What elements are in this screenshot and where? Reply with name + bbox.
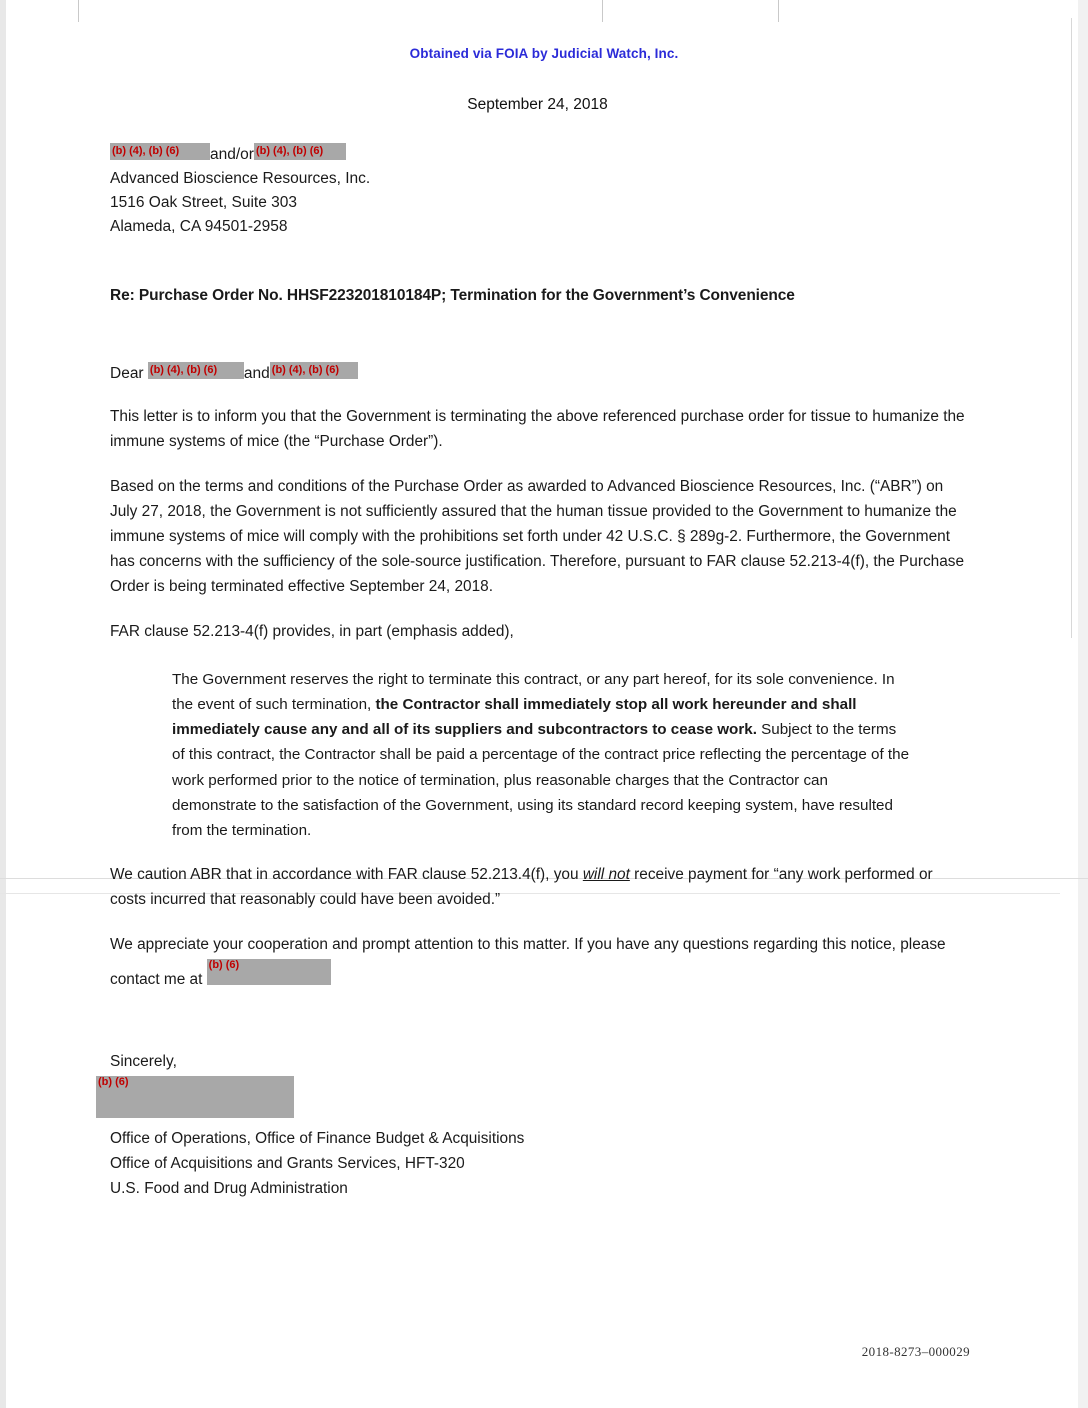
bates-number: 2018-8273–000029 (861, 1344, 970, 1359)
far-clause-quote (172, 667, 912, 844)
recipient-street: 1516 Oak Street, Suite 303 (110, 194, 297, 212)
signature-redaction-wrapper (96, 1075, 970, 1117)
paragraph-2: Based on the terms and conditions of the Purchase Order as awarded to Advanced Bioscience Resources, Inc. (“ABR”) on July 27, 2018, the Government is not sufficiently assured that the human tissue provided to the Government to humanize the immune systems of mice will comply with the prohibitions set forth under 42 U.S.C. § 289g-2. Furthermore, the Government has concerns with the sufficiency of the sole-source justification. Therefore, pursuant to FAR clause 52.213-4(f), the Purchase Order is being terminated effective September 24, 2018. (110, 477, 965, 595)
scan-tick-mark (78, 0, 79, 22)
scan-tick-mark (778, 0, 779, 22)
caution-emphasis: will not (582, 866, 630, 884)
signature-title-2: Office of Acquisitions and Grants Services, HFT-320 (110, 1155, 465, 1173)
letter-date: September 24, 2018 (467, 96, 608, 113)
and-or-text: and/or (210, 146, 254, 163)
salutation-and: and (243, 365, 270, 383)
quote-part-1: The Government reserves the right to terminate this contract, or any part hereof, for its sole convenience. In the event of such termination, (172, 670, 895, 713)
redaction-box: (b) (4), (b) (6) (110, 143, 210, 160)
quote-bold: the Contractor shall immediately stop all work hereunder and shall immediately cause any and all of its suppliers and subcontractors to cease work. (172, 695, 857, 739)
sincerely-line: Sincerely, (110, 1053, 177, 1071)
caution-part-2: receive payment for “any work performed or costs incurred that reasonably could have been avoided.” (110, 866, 933, 909)
signature-title-block (110, 1127, 970, 1202)
paragraph-1: This letter is to inform you that the Government is terminating the above referenced purchase order for tissue to humanize the immune systems of mice (the “Purchase Order”). (110, 408, 965, 451)
redaction-box: (b) (4), (b) (6) (148, 362, 244, 379)
signature-title-1: Office of Operations, Office of Finance Budget & Acquisitions (110, 1130, 525, 1148)
closing-part-1: We appreciate your cooperation and prompt attention to this matter. If you have any questions regarding this notice, please contact me at (110, 936, 946, 989)
caution-paragraph (110, 863, 970, 913)
redaction-box: (b) (6) (96, 1076, 294, 1118)
foia-watermark: Obtained via FOIA by Judicial Watch, Inc. (409, 46, 679, 61)
subject-line: Re: Purchase Order No. HHSF223201810184P; Termination for the Government’s Convenience (110, 287, 795, 305)
recipient-address-block (110, 142, 970, 239)
closing-paragraph (110, 933, 970, 993)
salutation-dear: Dear (110, 365, 144, 383)
recipient-name-line (110, 142, 970, 167)
signature-title-3: U.S. Food and Drug Administration (110, 1180, 348, 1198)
redaction-box: (b) (6) (207, 959, 331, 985)
recipient-city-state-zip: Alameda, CA 94501-2958 (110, 218, 288, 236)
paragraph-3: FAR clause 52.213-4(f) provides, in part (emphasis added), (110, 622, 514, 640)
salutation-line (110, 361, 970, 383)
scan-artifact-line (1071, 18, 1072, 638)
letter-body (98, 96, 970, 1202)
caution-part-1: We caution ABR that in accordance with FAR clause 52.213.4(f), you (110, 866, 583, 884)
recipient-org: Advanced Bioscience Resources, Inc. (110, 170, 371, 188)
redaction-box: (b) (4), (b) (6) (270, 362, 358, 379)
quote-part-2: Subject to the terms of this contract, the Contractor shall be paid a percentage of the contract price reflecting the percentage of the work performed prior to the notice of termination, plus reasonable charges that the Contractor can demonstrate to the satisfaction of the Government, using its standard record keeping system, have resulted from the termination. (172, 721, 910, 840)
redaction-box: (b) (4), (b) (6) (254, 143, 346, 160)
scan-edge-left (0, 0, 6, 1408)
scan-edge-right (1078, 0, 1088, 1408)
scan-tick-mark (602, 0, 603, 22)
